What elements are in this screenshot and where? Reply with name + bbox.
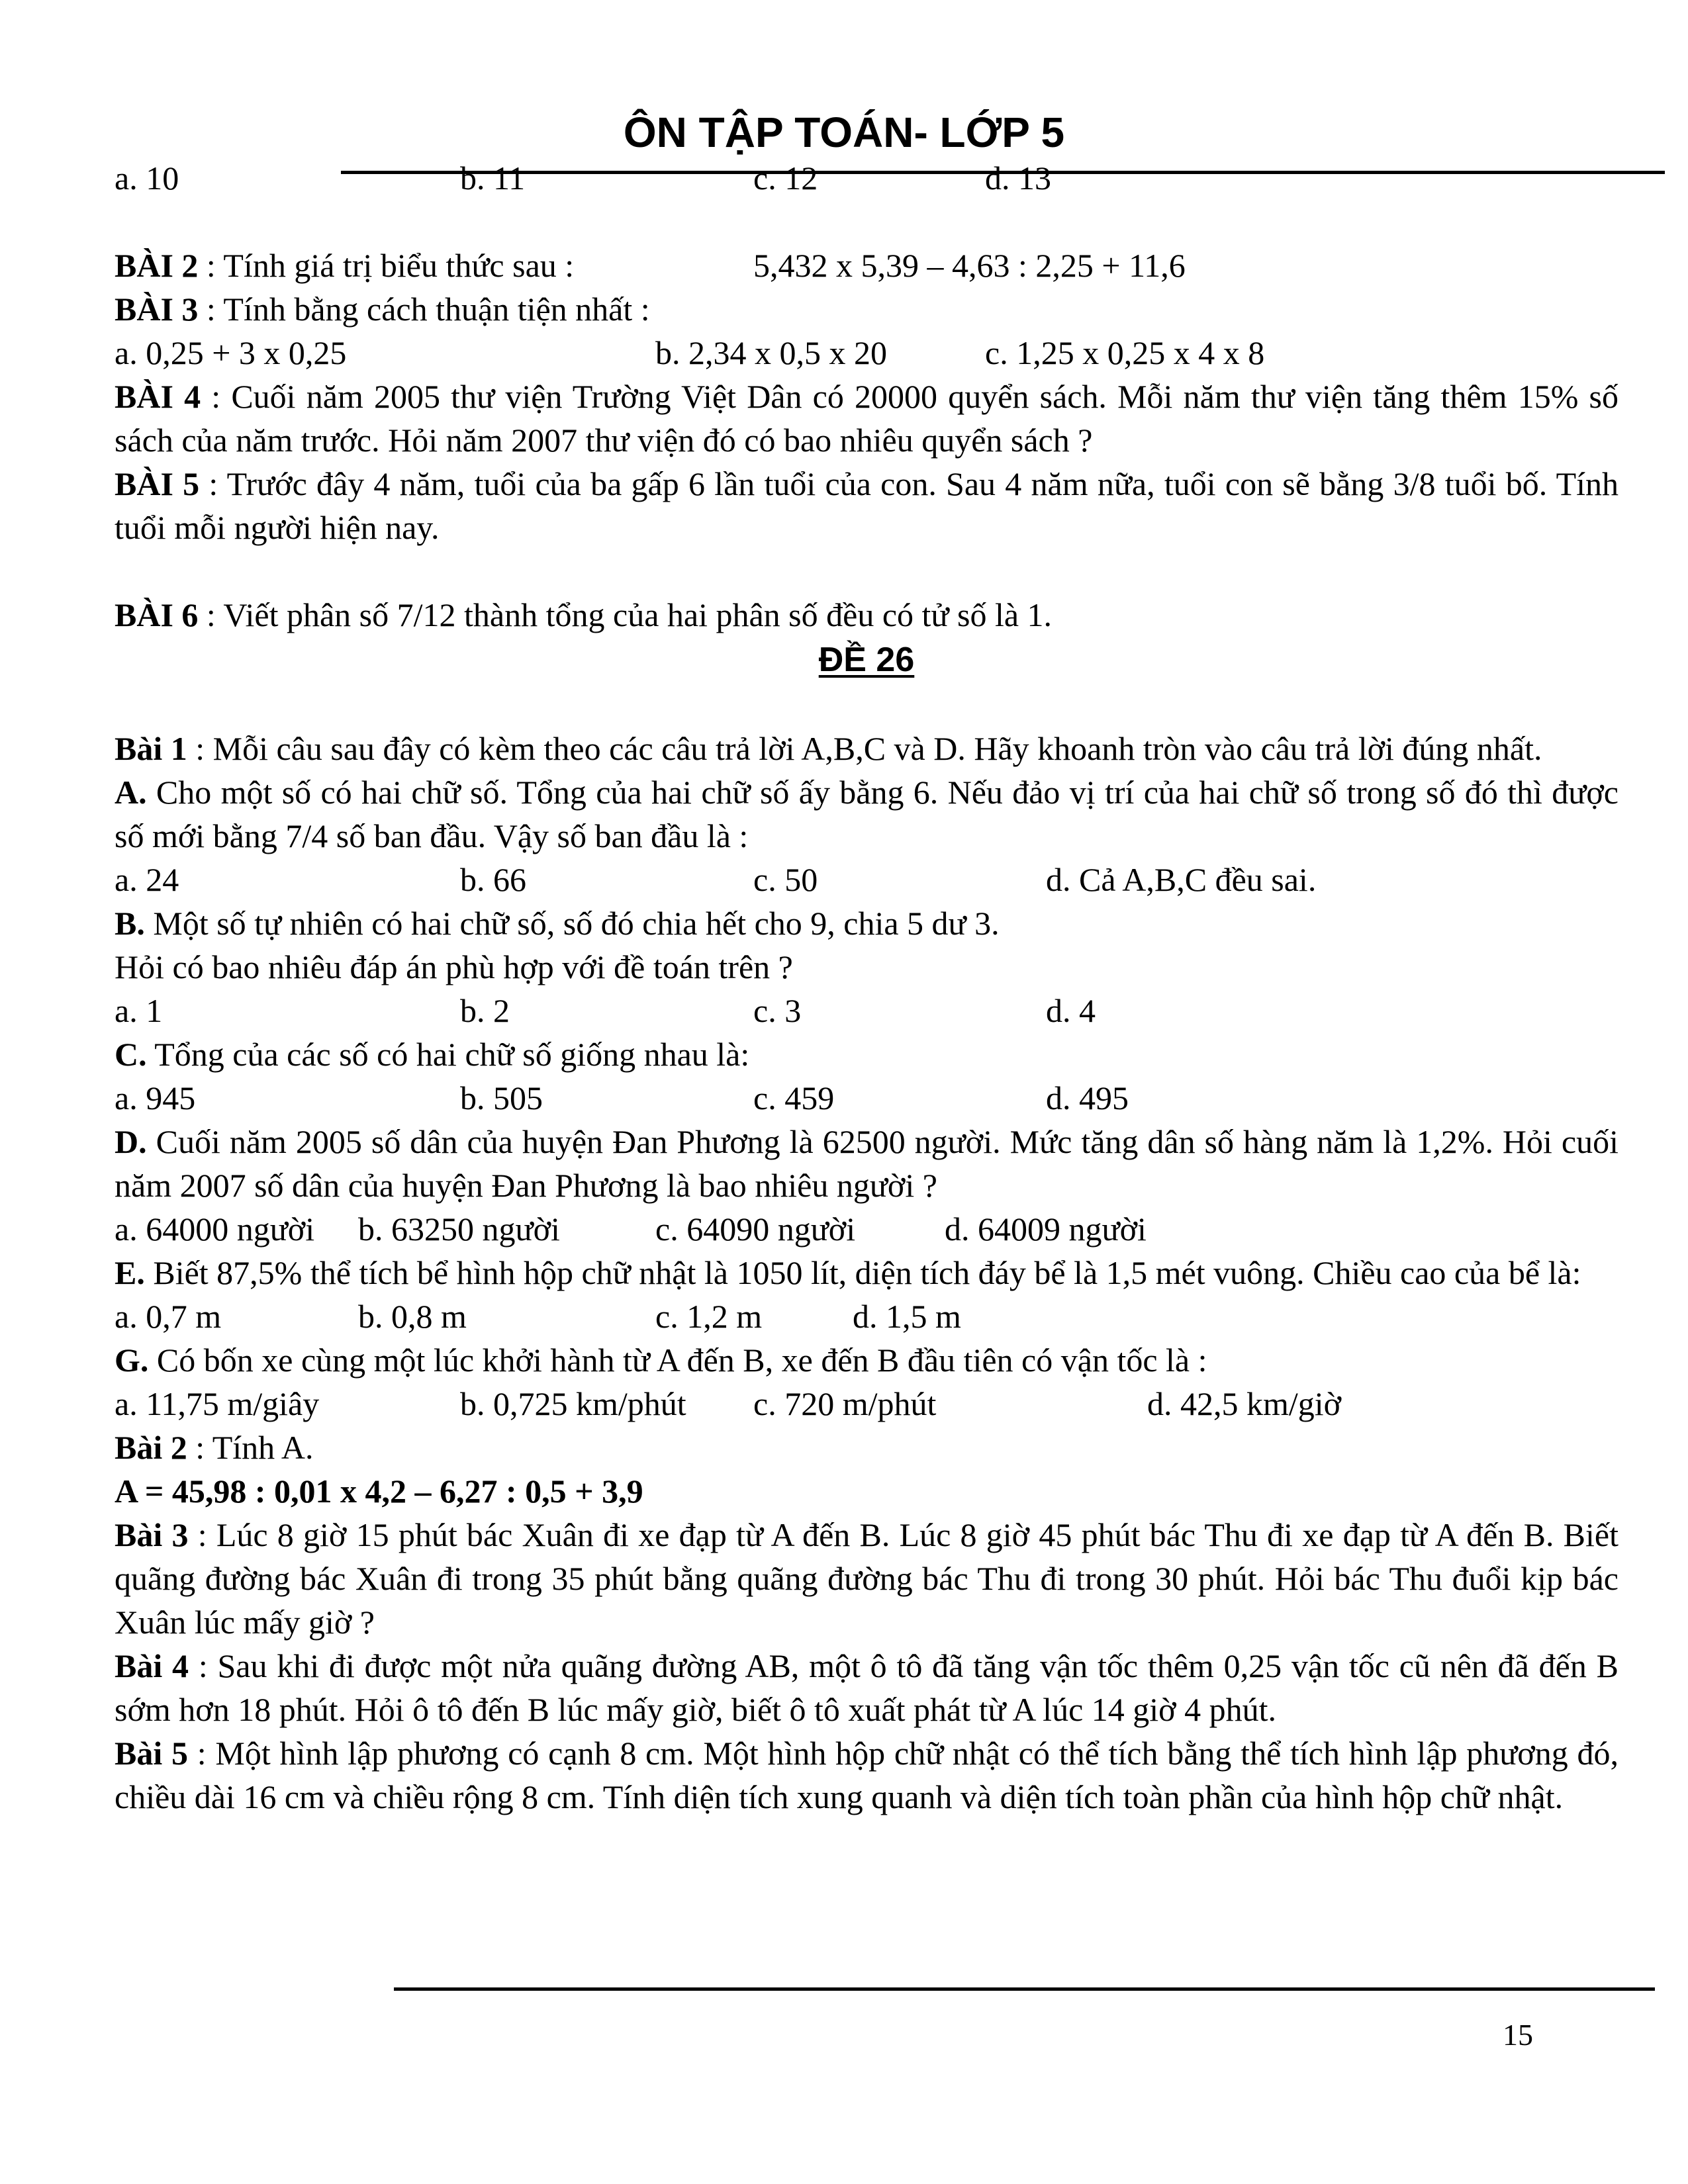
answer-option: b. 0,8 m: [358, 1298, 467, 1335]
answer-option: a. 10: [115, 159, 179, 197]
answer-option: b. 2,34 x 0,5 x 20: [655, 334, 887, 371]
question-text: Tổng của các số có hai chữ số giống nhau là:: [146, 1036, 750, 1073]
question-label: A.: [115, 774, 147, 811]
question-d: [115, 1120, 1618, 1207]
answer-option: c. 1,2 m: [655, 1298, 763, 1335]
exercise-text: : Mỗi câu sau đây có kèm theo các câu trả lời A,B,C và D. Hãy khoanh tròn vào câu trả lời đúng nhất.: [187, 730, 1542, 767]
exercise-label: BÀI 5: [115, 465, 200, 502]
question-b-text2: Hỏi có bao nhiêu đáp án phù hợp với đề toán trên ?: [115, 948, 793, 985]
exercise-text: : Sau khi đi được một nửa quãng đường AB, một ô tô đã tăng vận tốc thêm 0,25 vận tốc cũ nên đã đến B sớm hơn 18 phút. Hỏi ô tô đến B lúc mấy giờ, biết ô tô xuất phát từ A lúc 14 giờ 4 phút.: [115, 1647, 1618, 1728]
answer-row-bai3: [115, 331, 1618, 375]
exercise-label: BÀI 6: [115, 596, 199, 633]
answer-option: c. 459: [753, 1079, 835, 1116]
answer-row-c: [115, 1076, 1618, 1120]
exercise-label: Bài 4: [115, 1647, 189, 1684]
answer-row-e: [115, 1295, 1618, 1338]
answer-option: c. 50: [753, 861, 818, 898]
answer-option: c. 64090 người: [655, 1210, 856, 1248]
exercise-label: Bài 5: [115, 1735, 188, 1772]
question-c: [115, 1032, 1618, 1076]
question-text: Có bốn xe cùng một lúc khởi hành từ A đến B, xe đến B đầu tiên có vận tốc là :: [148, 1342, 1207, 1379]
question-text: Cuối năm 2005 số dân của huyện Đan Phương là 62500 người. Mức tăng dân số hàng năm là 1,2%. Hỏi cuối năm 2007 số dân của huyện Đan Phương là bao nhiêu người ?: [115, 1123, 1618, 1204]
question-label: C.: [115, 1036, 147, 1073]
answer-row-d: [115, 1207, 1618, 1251]
exercise-bai6: [115, 593, 1618, 637]
answer-option: d. 495: [1046, 1079, 1129, 1116]
answer-option: b. 11: [460, 159, 526, 197]
exercise-bai3-de26: [115, 1513, 1618, 1644]
exercise-text: : Cuối năm 2005 thư viện Trường Việt Dân có 20000 quyển sách. Mỗi năm thư viện tăng thêm 15% số sách của năm trước. Hỏi năm 2007 thư viện đó có bao nhiêu quyển sách ?: [115, 378, 1618, 459]
exercise-label: Bài 1: [115, 730, 187, 767]
exercise-label: Bài 3: [115, 1516, 189, 1553]
answer-option: a. 11,75 m/giây: [115, 1385, 320, 1422]
question-label: E.: [115, 1254, 145, 1291]
exercise-bai4: [115, 375, 1618, 462]
exercise-text: : Trước đây 4 năm, tuổi của ba gấp 6 lần tuổi của con. Sau 4 năm nữa, tuổi con sẽ bằng 3/8 tuổi bố. Tính tuổi mỗi người hiện nay.: [115, 465, 1619, 546]
exercise-label: BÀI 3: [115, 291, 199, 328]
question-g: [115, 1338, 1618, 1382]
answer-row-prev: [115, 156, 1618, 200]
answer-option: a. 1: [115, 992, 163, 1029]
exercise-bai5-de26: [115, 1731, 1618, 1819]
exercise-bai5: [115, 462, 1618, 549]
question-text: Một số tự nhiên có hai chữ số, số đó chia hết cho 9, chia 5 dư 3.: [144, 905, 1000, 942]
answer-option: b. 66: [460, 861, 526, 898]
answer-option: d. Cả A,B,C đều sai.: [1046, 861, 1317, 898]
answer-option: d. 4: [1046, 992, 1096, 1029]
question-e: [115, 1251, 1618, 1295]
answer-option: d. 42,5 km/giờ: [1147, 1385, 1342, 1422]
question-text: Biết 87,5% thể tích bể hình hộp chữ nhật là 1050 lít, diện tích đáy bể là 1,5 mét vuông. Chiều cao của bể là:: [144, 1254, 1581, 1291]
exercise-bai2: [115, 244, 1618, 287]
exercise-text: : Một hình lập phương có cạnh 8 cm. Một hình hộp chữ nhật có thể tích bằng thể tích hình lập phương đó, chiều dài 16 cm và chiều rộng 8 cm. Tính diện tích xung quanh và diện tích toàn phần của hình hộp chữ nhật.: [115, 1735, 1618, 1815]
exercise-bai4-de26: [115, 1644, 1618, 1731]
footer-rule: [394, 1987, 1655, 1991]
exercise-label: Bài 2: [115, 1429, 187, 1466]
answer-option: b. 2: [460, 992, 510, 1029]
answer-option: c. 3: [753, 992, 802, 1029]
answer-option: b. 63250 người: [358, 1210, 560, 1248]
answer-option: d. 1,5 m: [853, 1298, 961, 1335]
expression-a: A = 45,98 : 0,01 x 4,2 – 6,27 : 0,5 + 3,9: [115, 1473, 643, 1510]
answer-row-b: [115, 989, 1618, 1032]
exercise-bai3: [115, 287, 1618, 331]
answer-option: a. 945: [115, 1079, 196, 1116]
document-body: [115, 156, 1618, 1819]
answer-option: c. 12: [753, 159, 818, 197]
answer-option: d. 13: [985, 159, 1051, 197]
answer-row-a: [115, 858, 1618, 901]
answer-row-g: [115, 1382, 1618, 1426]
page-number: 15: [1503, 2018, 1533, 2052]
exercise-bai1: [115, 727, 1618, 770]
answer-option: b. 0,725 km/phút: [460, 1385, 686, 1422]
exercise-text: : Tính bằng cách thuận tiện nhất :: [198, 291, 650, 328]
question-a: [115, 770, 1618, 858]
exercise-text: : Tính giá trị biểu thức sau :: [198, 247, 575, 284]
answer-option: a. 24: [115, 861, 179, 898]
exercise-text: : Lúc 8 giờ 15 phút bác Xuân đi xe đạp từ A đến B. Lúc 8 giờ 45 phút bác Thu đi xe đạp từ A đến B. Biết quãng đường bác Xuân đi trong 35 phút bằng quãng đường bác Thu đi trong 30 phút. Hỏi bác Thu đuổi kịp bác Xuân lúc mấy giờ ?: [115, 1516, 1618, 1641]
question-label: G.: [115, 1342, 149, 1379]
page-title: ÔN TẬP TOÁN- LỚP 5: [623, 109, 1065, 156]
exercise-text: : Viết phân số 7/12 thành tổng của hai phân số đều có tử số là 1.: [198, 596, 1053, 633]
question-label: D.: [115, 1123, 147, 1160]
section-heading: ĐỀ 26: [818, 641, 915, 679]
answer-option: a. 0,7 m: [115, 1298, 222, 1335]
answer-option: b. 505: [460, 1079, 543, 1116]
answer-option: a. 64000 người: [115, 1210, 315, 1248]
expression: 5,432 x 5,39 – 4,63 : 2,25 + 11,6: [753, 247, 1186, 284]
answer-option: c. 1,25 x 0,25 x 4 x 8: [985, 334, 1265, 371]
question-b: [115, 901, 1618, 945]
question-label: B.: [115, 905, 145, 942]
question-text: Cho một số có hai chữ số. Tổng của hai chữ số ấy bằng 6. Nếu đảo vị trí của hai chữ số trong số đó thì được số mới bằng 7/4 số ban đầu. Vậy số ban đầu là :: [115, 774, 1618, 854]
answer-option: c. 720 m/phút: [753, 1385, 937, 1422]
exercise-label: BÀI 2: [115, 247, 199, 284]
exercise-text: : Tính A.: [187, 1429, 314, 1466]
answer-option: d. 64009 người: [945, 1210, 1147, 1248]
answer-option: a. 0,25 + 3 x 0,25: [115, 334, 347, 371]
exercise-bai2-de26: [115, 1426, 1618, 1469]
exercise-label: BÀI 4: [115, 378, 201, 415]
